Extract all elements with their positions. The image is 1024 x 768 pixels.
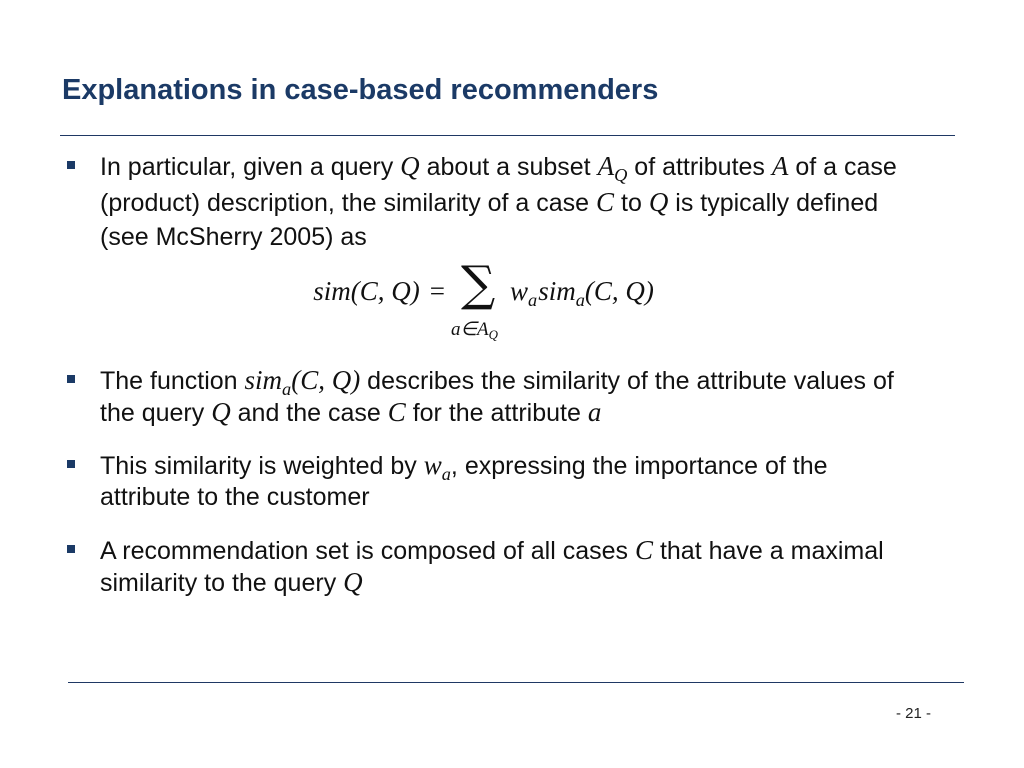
bullet-text: the query bbox=[100, 399, 212, 427]
bullet-text: that have a maximal bbox=[653, 537, 884, 565]
bullet-text: of a case bbox=[788, 153, 897, 181]
formula-arguments: (C, Q) bbox=[584, 276, 654, 306]
math-base: sim bbox=[538, 276, 576, 306]
math-arguments: (C, Q) bbox=[291, 365, 361, 395]
formula-equals-sign: = bbox=[429, 276, 445, 306]
formula-rhs bbox=[510, 274, 654, 311]
title-divider bbox=[60, 135, 955, 136]
bullet-item-recommendation-set bbox=[100, 534, 884, 598]
bullet-text: (see McSherry 2005) as bbox=[100, 223, 367, 251]
bullet-text: (product) description, the similarity of a case bbox=[100, 188, 597, 217]
summation-icon: ∑ bbox=[461, 256, 496, 312]
bullet-text: A recommendation set is composed of all cases bbox=[100, 537, 635, 565]
math-subscript: a bbox=[575, 289, 585, 310]
bullet-item-query-similarity bbox=[100, 149, 897, 256]
math-variable-c: C bbox=[596, 186, 615, 217]
bullet-line bbox=[100, 220, 897, 256]
bullet-text: In particular, given a query bbox=[100, 153, 401, 181]
bullet-text: of attributes bbox=[627, 153, 772, 181]
bullet-text: for the attribute bbox=[405, 399, 588, 427]
math-subscript: a bbox=[528, 289, 538, 310]
bullet-item-attribute-similarity bbox=[100, 364, 894, 428]
bullet-text: This similarity is weighted by bbox=[100, 452, 424, 480]
footer-divider bbox=[68, 682, 964, 683]
math-variable-q: Q bbox=[343, 567, 363, 597]
bullet-line bbox=[100, 481, 828, 513]
math-variable-a-q bbox=[598, 149, 628, 188]
bullet-text: The function bbox=[100, 367, 245, 395]
bullet-text: about a subset bbox=[419, 153, 598, 181]
bullet-text: describes the similarity of the attribute values of bbox=[360, 367, 894, 395]
page-number: - 21 - bbox=[896, 705, 932, 722]
math-base: w bbox=[423, 450, 442, 480]
formula-sim-a bbox=[538, 274, 585, 311]
summation-index bbox=[451, 318, 498, 343]
formula-lhs-expression: sim(C, Q) bbox=[313, 276, 420, 306]
bullet-line bbox=[100, 364, 894, 399]
bullet-line bbox=[100, 566, 884, 598]
bullet-square-icon bbox=[67, 460, 75, 468]
math-variable-c: C bbox=[387, 397, 406, 427]
bullet-text: to bbox=[614, 188, 649, 217]
bullet-line bbox=[100, 534, 884, 566]
bullet-item-weighting bbox=[100, 449, 828, 513]
math-variable-a: A bbox=[771, 151, 789, 181]
math-variable-a: a bbox=[587, 397, 602, 427]
bullet-text: and the case bbox=[230, 399, 388, 427]
bullet-text: similarity to the query bbox=[100, 569, 344, 597]
bullet-line bbox=[100, 185, 897, 221]
math-base: w bbox=[510, 276, 529, 306]
math-base: a∈A bbox=[451, 319, 489, 340]
bullet-line bbox=[100, 449, 828, 484]
math-subscript: Q bbox=[614, 164, 628, 185]
formula-weight-w-a bbox=[510, 274, 537, 311]
bullet-square-icon bbox=[67, 161, 75, 169]
math-base: A bbox=[597, 151, 615, 181]
math-subscript: Q bbox=[488, 326, 498, 342]
bullet-square-icon bbox=[67, 545, 75, 553]
math-variable-q: Q bbox=[400, 151, 420, 181]
math-variable-q: Q bbox=[648, 186, 669, 217]
math-variable-q: Q bbox=[211, 397, 231, 427]
math-subscript: a bbox=[441, 463, 451, 484]
math-variable-w-a bbox=[424, 449, 451, 484]
math-subscript: a bbox=[282, 378, 292, 399]
bullet-text: attribute to the customer bbox=[100, 483, 370, 511]
bullet-square-icon bbox=[67, 375, 75, 383]
math-base: sim bbox=[244, 365, 283, 395]
bullet-text: , expressing the importance of the bbox=[450, 452, 828, 480]
bullet-line bbox=[100, 396, 894, 428]
formula-lhs bbox=[313, 274, 445, 308]
bullet-line bbox=[100, 149, 897, 185]
math-variable-c: C bbox=[635, 535, 654, 565]
bullet-text: is typically defined bbox=[668, 188, 879, 217]
math-function-sim-a bbox=[245, 364, 292, 399]
slide-title: Explanations in case-based recommenders bbox=[62, 74, 659, 106]
